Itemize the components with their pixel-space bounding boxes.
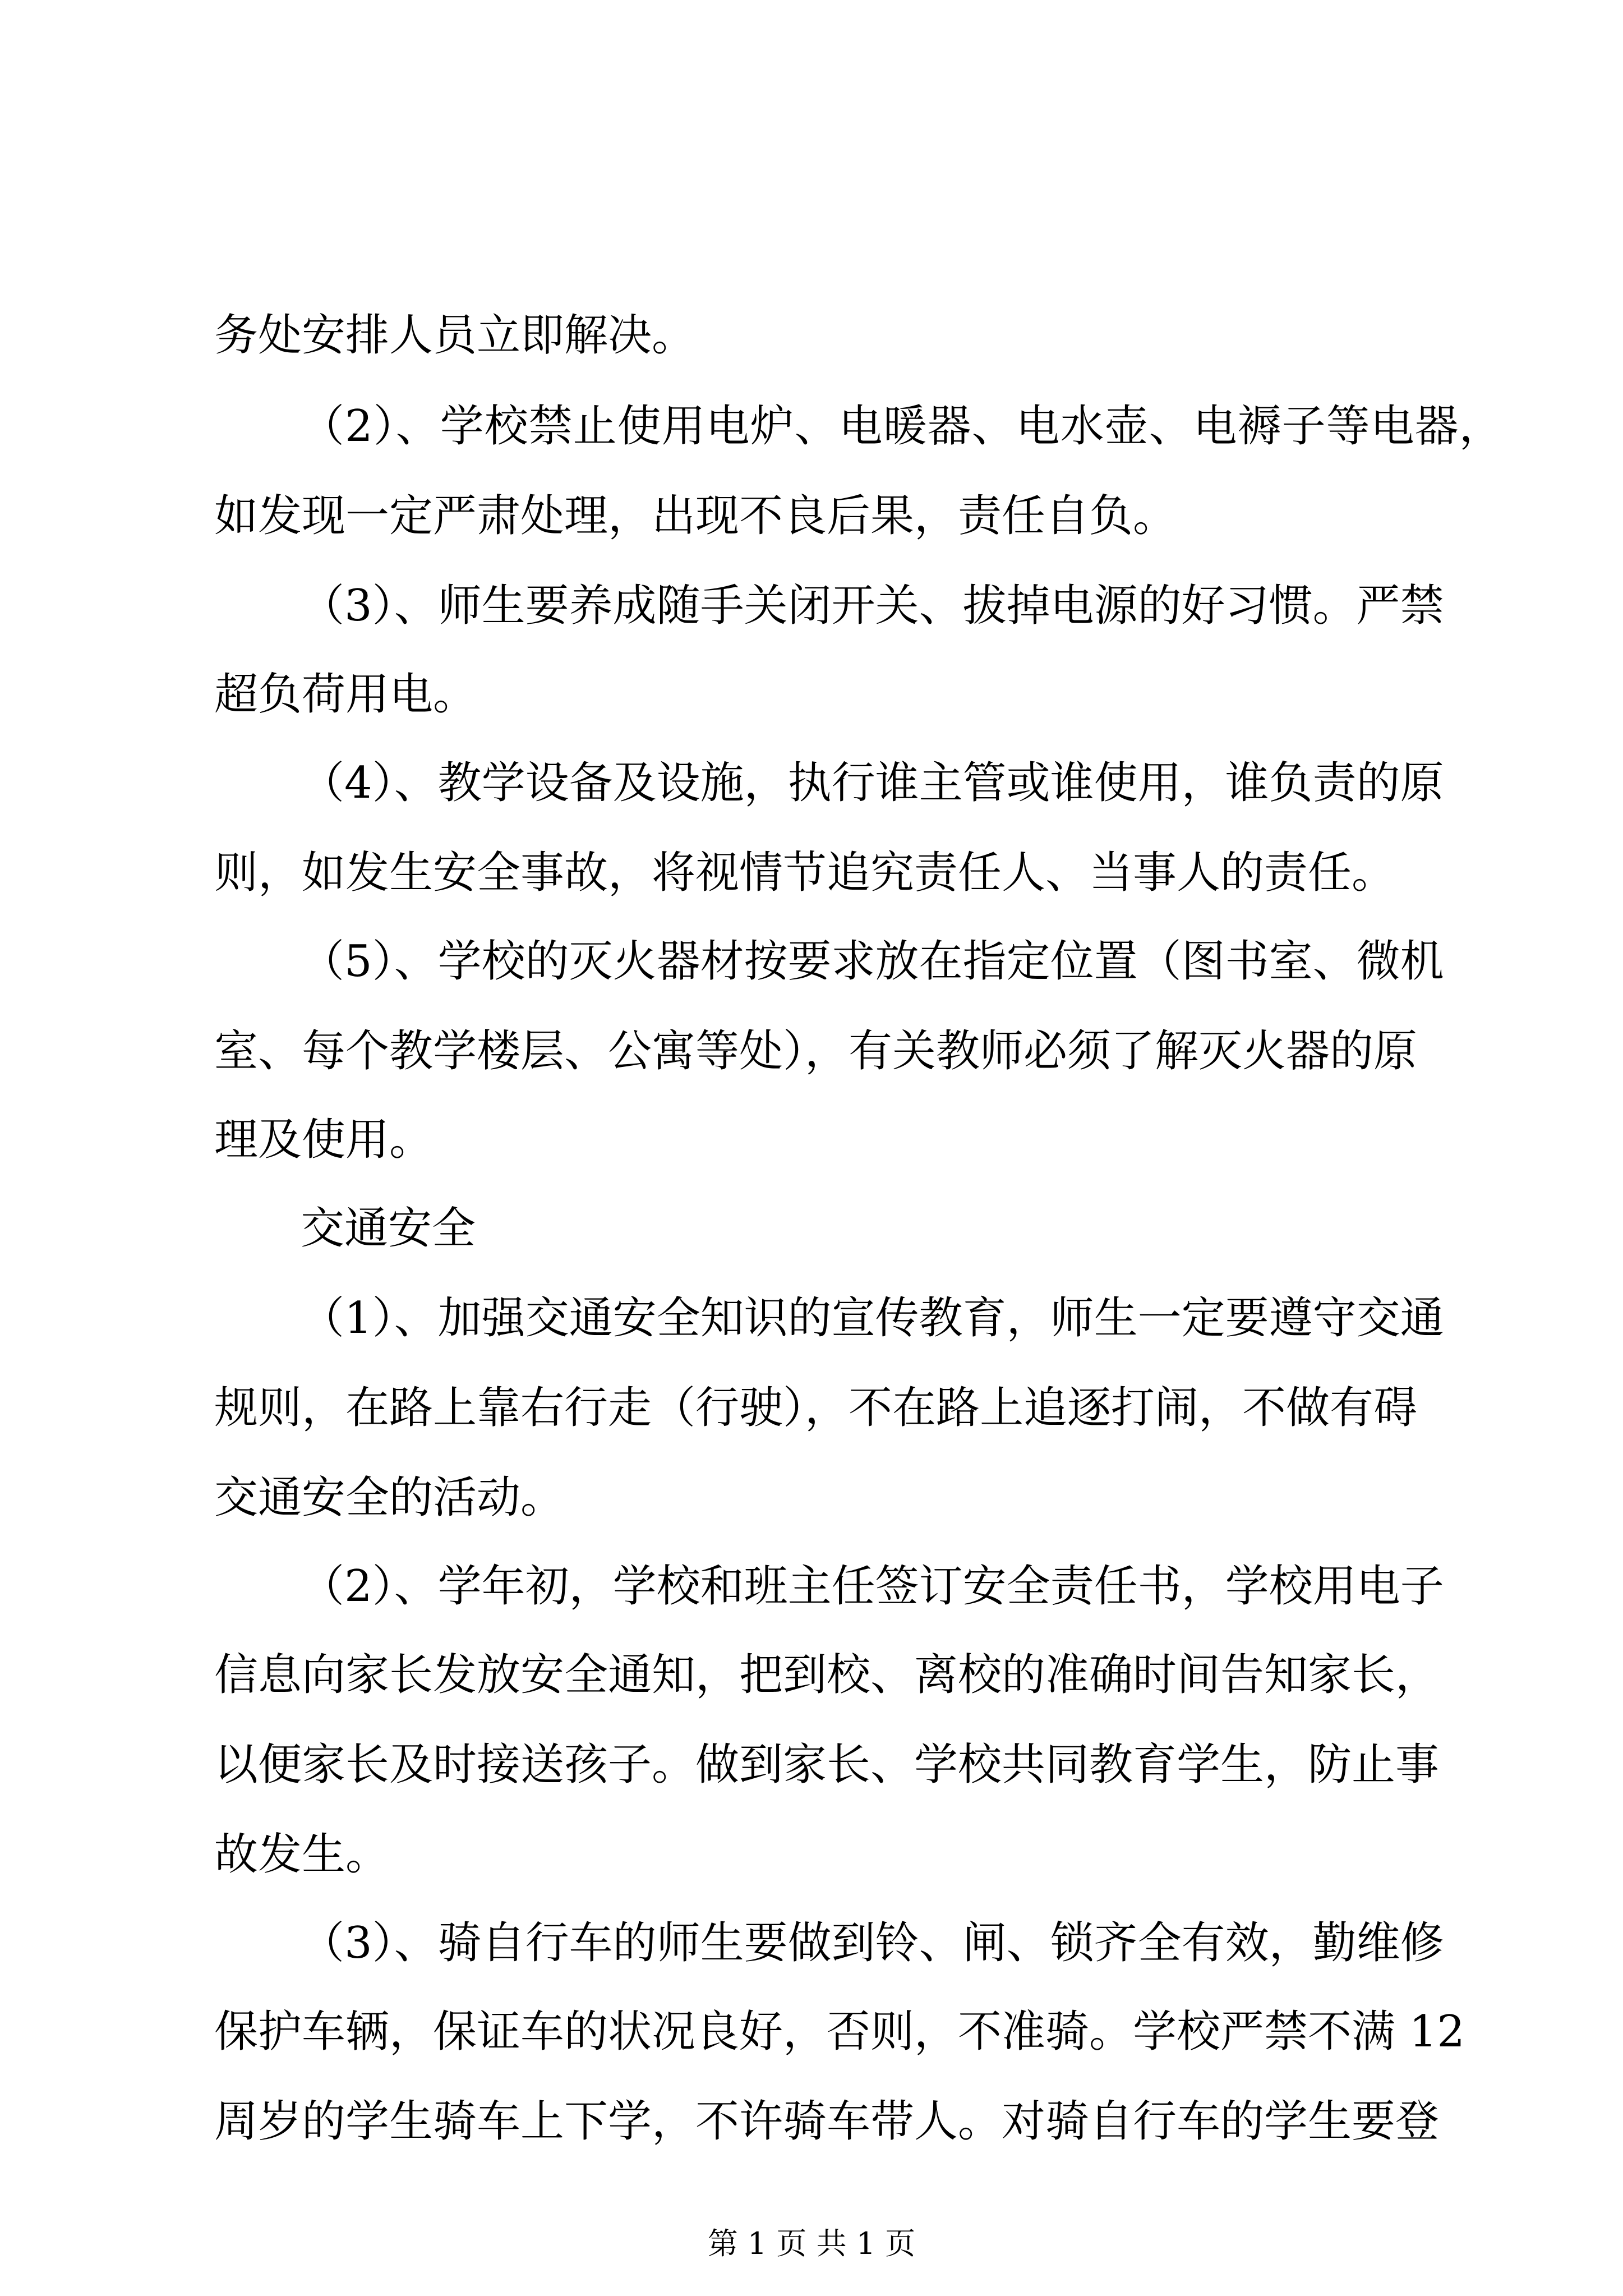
body-text-line: 故发生。 xyxy=(214,1829,390,1880)
body-text-line: （2）、学校禁止使用电炉、电暖器、电水壶、电褥子等电器， xyxy=(301,401,1504,452)
body-text-line: 理及使用。 xyxy=(214,1115,434,1165)
section-heading: 交通安全 xyxy=(301,1203,476,1254)
body-text-line: 室、每个教学楼层、公寓等处），有关教师必须了解灭火器的原 xyxy=(214,1026,1418,1076)
body-text-line: 保护车辆，保证车的状况良好，否则，不准骑。学校严禁不满 12 xyxy=(214,2007,1465,2057)
body-text-line: （3）、师生要养成随手关闭开关、拔掉电源的好习惯。严禁 xyxy=(301,581,1444,631)
body-text-line: 超负荷用电。 xyxy=(214,669,477,720)
body-text-line: （2）、学年初，学校和班主任签订安全责任书，学校用电子 xyxy=(301,1561,1444,1612)
body-text-line: （4）、教学设备及设施，执行谁主管或谁使用，谁负责的原 xyxy=(301,758,1444,808)
page-footer: 第 1 页 共 1 页 xyxy=(707,2226,916,2261)
body-text-line: （1）、加强交通安全知识的宣传教育，师生一定要遵守交通 xyxy=(301,1293,1444,1343)
body-text-line: 以便家长及时接送孩子。做到家长、学校共同教育学生，防止事 xyxy=(214,1740,1440,1790)
body-text-line: 则，如发生安全事故，将视情节追究责任人、当事人的责任。 xyxy=(214,848,1396,898)
body-text-line: 如发现一定严肃处理，出现不良后果，责任自负。 xyxy=(214,491,1177,541)
body-text-line: （3）、骑自行车的师生要做到铃、闸、锁齐全有效，勤维修 xyxy=(301,1918,1444,1968)
body-text-line: 规则，在路上靠右行走（行驶），不在路上追逐打闹，不做有碍 xyxy=(214,1383,1418,1433)
body-text-line: （5）、学校的灭火器材按要求放在指定位置（图书室、微机 xyxy=(301,936,1444,987)
body-text-line: 交通安全的活动。 xyxy=(214,1473,565,1523)
body-text-line: 周岁的学生骑车上下学，不许骑车带人。对骑自行车的学生要登 xyxy=(214,2096,1440,2147)
body-text-line: 务处安排人员立即解决。 xyxy=(214,310,696,361)
body-text-line: 信息向家长发放安全通知，把到校、离校的准确时间告知家长， xyxy=(214,1650,1440,1700)
